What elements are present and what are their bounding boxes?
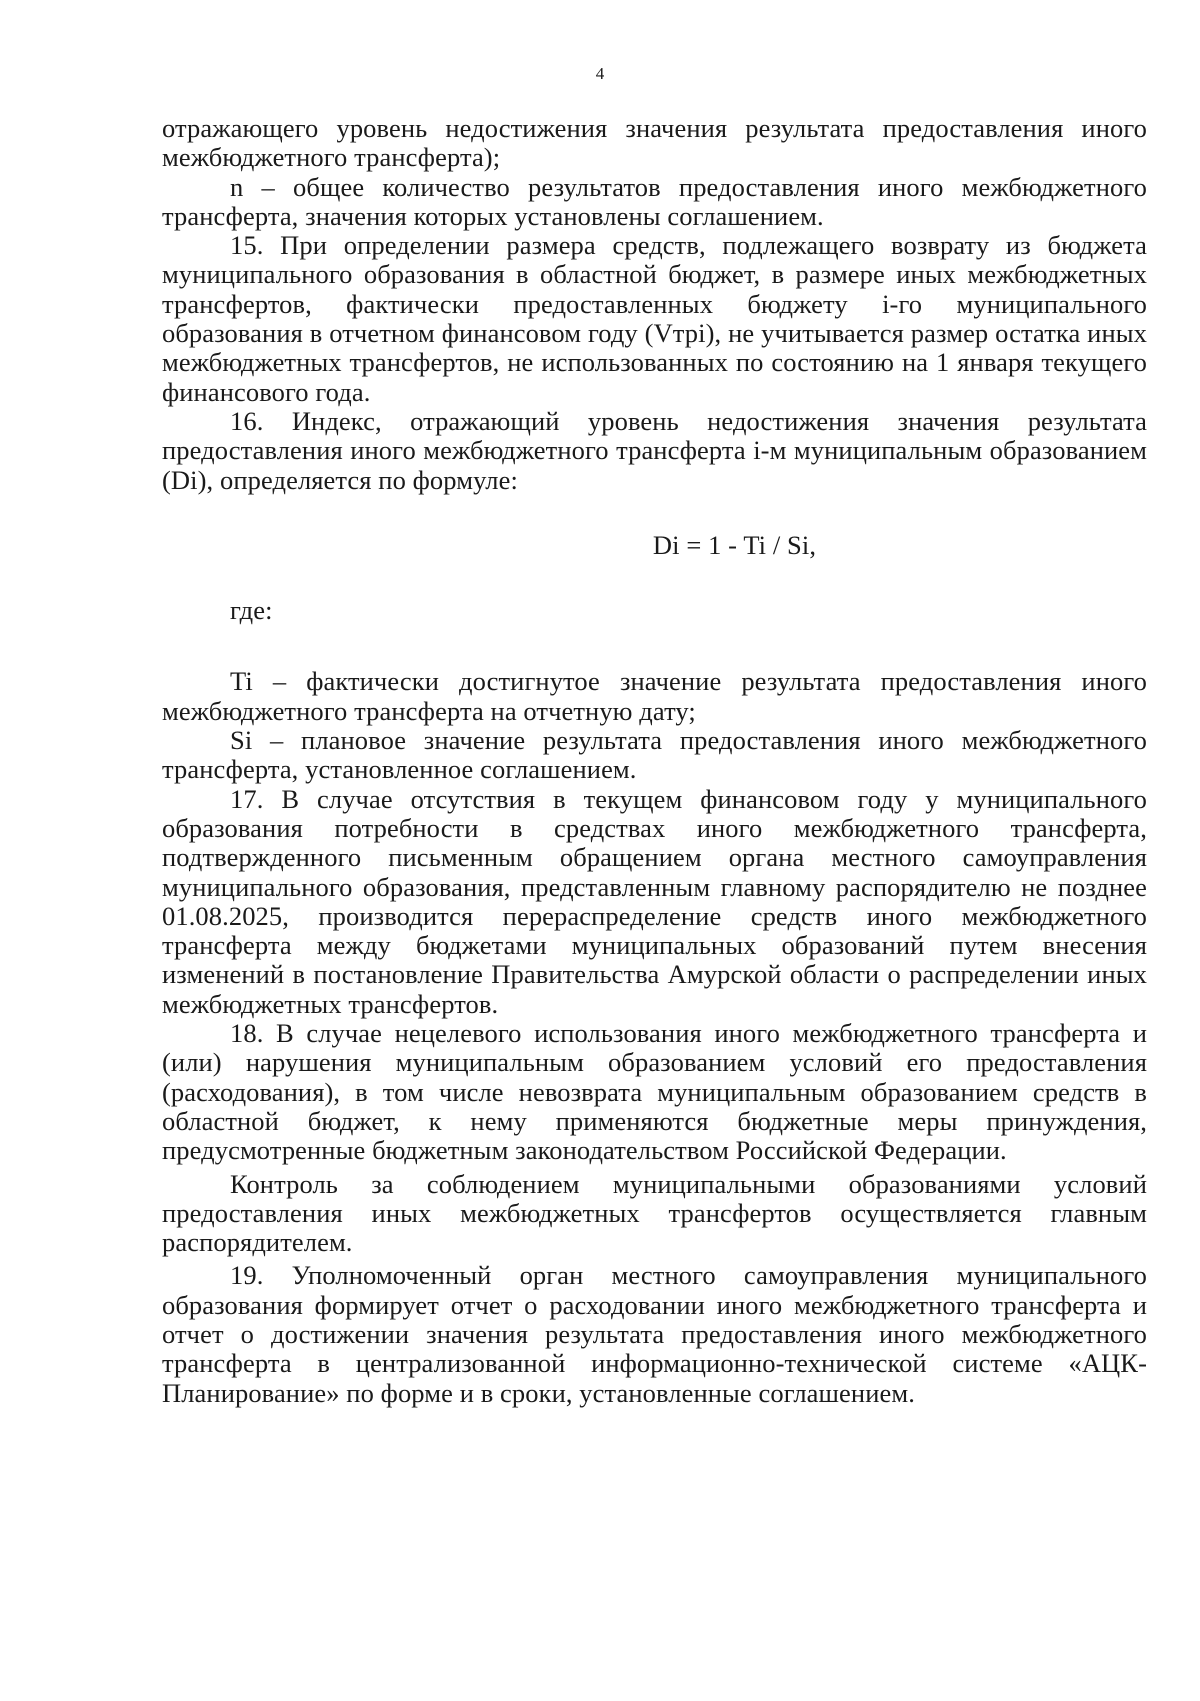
where-label: где: (230, 595, 273, 626)
paragraph-16: 16. Индекс, отражающий уровень недостижения значения результата предоставления иного межбюджетного трансферта i-м муниципальным образованием (Di), определяется по формуле: (162, 405, 1147, 495)
paragraph-continuation: отражающего уровень недостижения значения результата предоставления иного межбюджетного трансферта); (162, 113, 1147, 173)
paragraph-control: Контроль за соблюдением муниципальными образованиями условий предоставления иных межбюджетных трансфертов осуществляется главным распорядителем. (162, 1168, 1147, 1258)
paragraph-ti-definition: Ti – фактически достигнутое значение результата предоставления иного межбюджетного трансферта на отчетную дату; (162, 666, 1147, 726)
document-body (162, 114, 1147, 1408)
page-number: 4 (595, 64, 605, 83)
paragraph-18: 18. В случае нецелевого использования иного межбюджетного трансферта и (или) нарушения муниципальным образованием условий его предоставления (расходования), в том числе невозврата муниципальным образованием средств в областной бюджет, к нему применяются бюджетные меры принуждения, предусмотренные бюджетным законодательством Российской Федерации. (162, 1018, 1147, 1166)
formula: Di = 1 - Ti / Si, (652, 529, 817, 560)
paragraph-si-definition: Si – плановое значение результата предоставления иного межбюджетного трансферта, установленное соглашением. (162, 725, 1147, 785)
paragraph-17: 17. В случае отсутствия в текущем финансовом году у муниципального образования потребности в средствах иного межбюджетного трансферта, подтвержденного письменным обращением органа местного самоуправления муниципального образования, представленным главному распорядителю не позднее 01.08.2025, производится перераспределение средств иного межбюджетного трансферта между бюджетами муниципальных образований путем внесения изменений в постановление Правительства Амурской области о распределении иных межбюджетных трансфертов. (162, 783, 1147, 1019)
paragraph-15: 15. При определении размера средств, подлежащего возврату из бюджета муниципального образования в областной бюджет, в размере иных межбюджетных трансфертов, фактически предоставленных бюджету i-го муниципального образования в отчетном финансовом году (Vтрi), не учитывается размер остатка иных межбюджетных трансфертов, не использованных по состоянию на 1 января текущего финансового года. (162, 230, 1147, 407)
paragraph-19: 19. Уполномоченный орган местного самоуправления муниципального образования формирует отчет о расходовании иного межбюджетного трансферта и отчет о достижении значения результата предоставления иного межбюджетного трансферта в централизованной информационно-технической системе «АЦК-Планирование» по форме и в сроки, установленные соглашением. (162, 1260, 1147, 1408)
paragraph-n-definition: n – общее количество результатов предоставления иного межбюджетного трансферта, значения которых установлены соглашением. (162, 171, 1147, 231)
